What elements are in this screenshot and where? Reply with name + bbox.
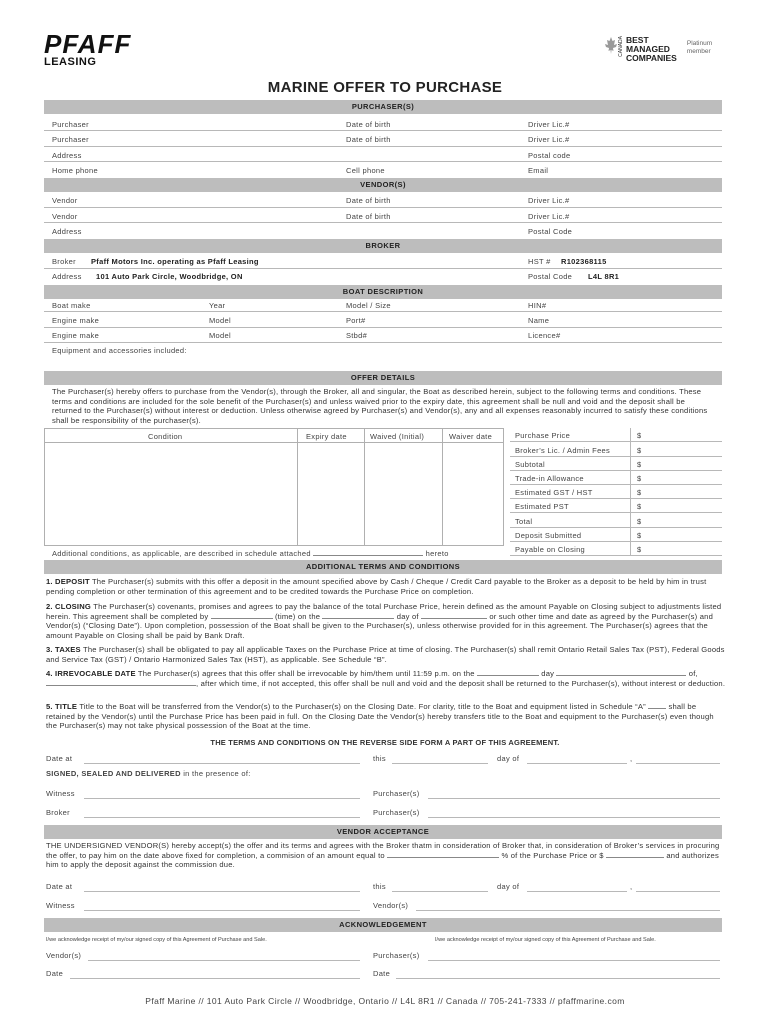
- vendor-day-of-label: day of: [497, 882, 520, 891]
- summary-label: Total: [515, 517, 533, 526]
- summary-row[interactable]: [510, 499, 722, 513]
- port-label: Port#: [346, 316, 366, 325]
- acknowledgement-header: ACKNOWLEDGEMENT: [44, 918, 722, 932]
- irrevocable-day-field[interactable]: [477, 675, 539, 676]
- term-deposit-body: The Purchaser(s) submits with this offer a deposit in the amount specified above by Cash / Cheque / Credit Card payable to the Broker as a deposit to be held by him in trust pending completion or other termination of this agreement and to be credited towards the Purchase Price on completion.: [46, 577, 707, 596]
- reverse-side-notice: THE TERMS AND CONDITIONS ON THE REVERSE SIDE FORM A PART OF THIS AGREEMENT.: [210, 738, 560, 747]
- bmc-platinum: Platinum: [686, 40, 713, 47]
- hin-label: HIN#: [528, 301, 547, 310]
- purchasers-sign-2-field[interactable]: [428, 817, 720, 818]
- bmc-wordmark: [626, 36, 677, 63]
- acknowledgement-left-text: I/we acknowledge receipt of my/our signed copy of this Agreement of Purchase and Sale.: [46, 937, 267, 943]
- term-closing-d: or such other time and date as agreed by the Purchaser(s) and Vendor(s) (“Closing Date”). Upon completion, possession of the Boat shall be given to the Purchaser(s), unless otherwise provided for in this agreement. The Purchaser(s) agrees that the amount Payable on Closing shall be paid by Bank Draft.: [46, 611, 713, 640]
- purchasers-sign-field[interactable]: [428, 798, 720, 799]
- commission-percent-field[interactable]: [387, 857, 499, 858]
- offer-section-header: OFFER DETAILS: [44, 371, 722, 385]
- condition-column[interactable]: [44, 428, 298, 546]
- vendors-section-header: VENDOR(S): [44, 178, 722, 192]
- email-label: Email: [528, 166, 549, 175]
- purchaser-1-field[interactable]: [44, 130, 722, 131]
- additional-conditions-b: hereto: [425, 549, 449, 558]
- term-irrevocable: [46, 669, 726, 688]
- summary-label: Estimated PST: [515, 502, 569, 511]
- vendor-acceptance-a: THE UNDERSIGNED VENDOR(S) hereby accept(s) the offer and its terms and agrees with the Broker thatm in consideration of Broker that, in consideration of Broker’s services in procuring the offer, to pay him on the date above fixed for completion, a commision of an amount equal to: [46, 841, 720, 860]
- boat-row-3[interactable]: [44, 342, 722, 343]
- vendor-2-dob-label: Date of birth: [346, 212, 391, 221]
- ack-date-right-field[interactable]: [396, 978, 720, 979]
- schedule-field[interactable]: [313, 555, 423, 556]
- vendor-acceptance-pct: % of: [501, 850, 518, 860]
- date-at-label: Date at: [46, 754, 73, 763]
- page-header: [0, 0, 770, 80]
- licence-label: Licence#: [528, 331, 561, 340]
- irrevocable-month-field[interactable]: [556, 675, 686, 676]
- bmc-line-3: COMPANIES: [626, 53, 677, 63]
- boat-section-header: BOAT DESCRIPTION: [44, 285, 722, 299]
- boat-make-label: Boat make: [52, 301, 91, 310]
- summary-sign: $: [637, 474, 642, 483]
- this-day-field[interactable]: [392, 763, 488, 764]
- purchaser-2-field[interactable]: [44, 146, 722, 147]
- term-title-a: Title to the Boat will be transferred from the Vendor(s) to the Purchaser(s) on the Closing Date. For clarity, title to the Boat and equipment listed in Schedule “A”: [79, 702, 646, 711]
- cell-phone-label: Cell phone: [346, 166, 385, 175]
- purchaser-1-dob-label: Date of birth: [346, 120, 391, 129]
- purchaser-1-driver-label: Driver Lic.#: [528, 120, 570, 129]
- page-footer: Pfaff Marine // 101 Auto Park Circle // Woodbridge, Ontario // L4L 8R1 // Canada // 705-241-7333 // pfaffmarine.com: [145, 996, 625, 1006]
- vendor-1-dob-label: Date of birth: [346, 196, 391, 205]
- vendor-comma-label: ,: [630, 882, 633, 891]
- vendor-postal-label: Postal Code: [528, 227, 573, 236]
- year-label: Year: [209, 301, 226, 310]
- model-1-label: Model: [209, 316, 231, 325]
- engine-make-2-label: Engine make: [52, 331, 100, 340]
- maple-leaf-icon: [604, 36, 618, 60]
- terms-section-header: ADDITIONAL TERMS AND CONDITIONS: [44, 560, 722, 574]
- expiry-header: Expiry date: [306, 432, 347, 441]
- vendor-acceptance-header: VENDOR ACCEPTANCE: [44, 825, 722, 839]
- broker-postal-code: L4L 8R1: [588, 272, 620, 281]
- summary-row[interactable]: [510, 514, 722, 528]
- page-title: MARINE OFFER TO PURCHASE: [267, 79, 503, 96]
- ack-vendors-field[interactable]: [88, 960, 360, 961]
- witness-field[interactable]: [84, 798, 360, 799]
- boat-row-2[interactable]: [44, 327, 722, 328]
- engine-make-1-label: Engine make: [52, 316, 100, 325]
- term-taxes: [46, 645, 726, 664]
- summary-sign: $: [637, 460, 642, 469]
- summary-label: Purchase Price: [515, 431, 571, 440]
- term-title-title: 5. TITLE: [46, 702, 78, 711]
- term-irrevocable-c: of,: [688, 669, 698, 678]
- logo-wordmark: PFAFF: [44, 29, 132, 59]
- summary-sign: $: [637, 431, 642, 440]
- closing-time-field[interactable]: [211, 618, 273, 619]
- summary-divider: [630, 428, 631, 556]
- summary-sign: $: [637, 502, 642, 511]
- purchaser-2-dob-label: Date of birth: [346, 135, 391, 144]
- vendor-acceptance-c: and authorizes him to apply the deposit against the commission due.: [46, 850, 719, 870]
- model-size-label: Model / Size: [346, 301, 391, 310]
- purchasers-section-header: PURCHASER(S): [44, 100, 722, 114]
- schedule-a-field[interactable]: [648, 708, 666, 709]
- summary-label: Subtotal: [515, 460, 545, 469]
- purchasers-sign-label: Purchaser(s): [373, 789, 420, 798]
- term-closing-title: 2. CLOSING: [46, 602, 92, 611]
- vendor-this-field[interactable]: [392, 891, 488, 892]
- vendor-day-of-field[interactable]: [527, 891, 627, 892]
- purchaser-2-label: Purchaser: [52, 135, 89, 144]
- broker-address-label: Address: [52, 272, 82, 281]
- bmc-member: member: [686, 48, 711, 55]
- broker-field: [44, 268, 722, 269]
- summary-sign: $: [637, 545, 642, 554]
- closing-month-field[interactable]: [421, 618, 487, 619]
- signed-sealed-line: [46, 769, 251, 778]
- witness-label: Witness: [46, 789, 75, 798]
- summary-row[interactable]: [510, 443, 722, 457]
- vendor-2-label: Vendor: [52, 212, 78, 221]
- boat-row-1[interactable]: [44, 311, 722, 312]
- summary-sign: $: [637, 488, 642, 497]
- additional-conditions-text: [52, 549, 449, 558]
- vendor-acceptance-text: [46, 841, 724, 870]
- summary-sign: $: [637, 517, 642, 526]
- waiver-date-header: Waiver date: [449, 432, 493, 441]
- offer-intro-text: The Purchaser(s) hereby offers to purchase from the Vendor(s), through the Broker, all and singular, the Boat as described herein, subject to the following terms and conditions. These terms and conditions are included for the sole benefit of the Purchaser(s) and unless waived prior to the expiry date, this agreement shall be null and void and the deposit shall be returned to the Purchaser(s) without interest or deduction. Unless otherwise agreed by Purchaser(s) and Vendor(s), any and all expenses reasonably incurred to satisfy these conditions shall be responsibility of the purchaser(s).: [52, 387, 708, 425]
- term-closing-a: The Purchaser(s) covenants, promises and agrees to pay the balance of the total Purchase Price, herein defined as the amount Payable on Closing subject to adjustments listed herein. This agreement shall be completed by: [46, 602, 722, 621]
- day-of-label: day of: [497, 754, 520, 763]
- presence-label: in the presence of:: [183, 769, 251, 778]
- vendor-1-field[interactable]: [44, 207, 722, 208]
- broker-sign-field[interactable]: [84, 817, 360, 818]
- broker-section-header: BROKER: [44, 239, 722, 253]
- term-deposit: [46, 577, 726, 596]
- term-irrevocable-title: 4. IRREVOCABLE DATE: [46, 669, 136, 678]
- stbd-label: Stbd#: [346, 331, 368, 340]
- term-deposit-title: 1. DEPOSIT: [46, 577, 90, 586]
- summary-label: Deposit Submitted: [515, 531, 582, 540]
- logo-subtitle: LEASING: [44, 56, 97, 68]
- summary-row[interactable]: [510, 428, 722, 442]
- broker-sign-label: Broker: [46, 808, 70, 817]
- purchaser-postal-label: Postal code: [528, 151, 571, 160]
- vendor-year-field[interactable]: [636, 891, 720, 892]
- vendor-2-field[interactable]: [44, 222, 722, 223]
- bmc-line-1: BEST: [626, 35, 649, 45]
- vendor-1-driver-label: Driver Lic.#: [528, 196, 570, 205]
- vendor-this-label: this: [373, 882, 386, 891]
- term-closing: [46, 602, 726, 640]
- closing-day-field[interactable]: [322, 618, 394, 619]
- bmc-canada-label: CANADA: [618, 36, 624, 57]
- broker-address: 101 Auto Park Circle, Woodbridge, ON: [96, 272, 243, 281]
- summary-row[interactable]: [510, 457, 722, 471]
- purchaser-address-field[interactable]: [44, 161, 722, 162]
- term-taxes-body: The Purchaser(s) shall be obligated to pay all applicable Taxes on the Purchase Price at time of closing. The Purchaser(s) shall remit Ontario Retail Sales Tax (PST), Federal Goods and Service Tax (GST) / Ontario Harmonized Sales Tax (HST), as applicable. See Schedule “B”.: [46, 645, 725, 664]
- summary-label: Payable on Closing: [515, 545, 586, 554]
- ack-vendors-label: Vendor(s): [46, 951, 82, 960]
- bmc-platinum-member: [687, 40, 712, 56]
- vendor-2-driver-label: Driver Lic.#: [528, 212, 570, 221]
- date-at-field[interactable]: [84, 763, 360, 764]
- irrevocable-year-field[interactable]: [46, 685, 196, 686]
- condition-header: Condition: [148, 432, 183, 441]
- broker-label: Broker: [52, 257, 76, 266]
- summary-sign: $: [637, 531, 642, 540]
- hst-number: R102368115: [561, 257, 607, 266]
- vendor-acceptance-b: the Purchase Price or $: [519, 850, 604, 860]
- summary-row[interactable]: [510, 485, 722, 499]
- summary-row[interactable]: [510, 528, 722, 542]
- vendors-sign-label: Vendor(s): [373, 901, 409, 910]
- vendor-address-label: Address: [52, 227, 82, 236]
- summary-label: Trade-in Allowance: [515, 474, 584, 483]
- term-closing-c: day of: [396, 611, 419, 621]
- ack-purchasers-field[interactable]: [428, 960, 720, 961]
- ack-date-right-label: Date: [373, 969, 391, 978]
- this-label: this: [373, 754, 386, 763]
- term-irrevocable-a: The Purchaser(s) agrees that this offer shall be irrevocable by him/them until 11:59 p.m. on the: [137, 669, 475, 678]
- term-title: [46, 702, 726, 731]
- broker-postal-label: Postal Code: [528, 272, 573, 281]
- vendors-sign-field[interactable]: [416, 910, 720, 911]
- additional-conditions-a: Additional conditions, as applicable, are described in schedule attached: [52, 549, 311, 558]
- term-title-b: shall be retained by the Vendor(s) until the Purchase Price has been paid in full. On the Closing Date the Vendor(s) hereby transfers title to the Boat and equipment to the Purchaser(s) even though the Purchaser(s) may not take physical possession of the Boat at the time.: [46, 702, 714, 731]
- summary-row[interactable]: [510, 471, 722, 485]
- vendor-1-label: Vendor: [52, 196, 78, 205]
- name-label: Name: [528, 316, 550, 325]
- vendor-witness-field[interactable]: [84, 910, 360, 911]
- commission-amount-field[interactable]: [606, 857, 664, 858]
- term-taxes-title: 3. TAXES: [46, 645, 81, 654]
- comma-label: ,: [630, 754, 633, 763]
- year-field[interactable]: [636, 763, 720, 764]
- vendor-date-at-label: Date at: [46, 882, 73, 891]
- purchasers-sign-2-label: Purchaser(s): [373, 808, 420, 817]
- ack-purchasers-label: Purchaser(s): [373, 951, 420, 960]
- bmc-line-2: MANAGED: [626, 44, 670, 54]
- conditions-header-rule: [44, 442, 504, 443]
- purchaser-2-driver-label: Driver Lic.#: [528, 135, 570, 144]
- waiver-date-column[interactable]: [442, 428, 504, 546]
- broker-name: Pfaff Motors Inc. operating as Pfaff Leasing: [91, 257, 259, 266]
- pfaff-leasing-logo: [44, 29, 132, 68]
- summary-label: Broker’s Lic. / Admin Fees: [515, 446, 611, 455]
- equipment-label: Equipment and accessories included:: [52, 346, 187, 355]
- expiry-column[interactable]: [297, 428, 365, 546]
- acknowledgement-right-text: I/we acknowledge receipt of my/our signed copy of this Agreement of Purchase and Sale.: [435, 937, 656, 943]
- term-closing-b: (time) on the: [274, 611, 321, 621]
- signed-sealed-label: SIGNED, SEALED AND DELIVERED: [46, 769, 181, 778]
- day-of-field[interactable]: [527, 763, 627, 764]
- model-2-label: Model: [209, 331, 231, 340]
- best-managed-companies-badge: [604, 36, 712, 63]
- ack-date-left-field[interactable]: [70, 978, 360, 979]
- waived-header: Waived (Initial): [370, 432, 425, 441]
- term-irrevocable-b: day: [541, 669, 555, 678]
- vendor-witness-label: Witness: [46, 901, 75, 910]
- summary-row[interactable]: [510, 542, 722, 556]
- hst-label: HST #: [528, 257, 551, 266]
- summary-sign: $: [637, 446, 642, 455]
- purchaser-1-label: Purchaser: [52, 120, 89, 129]
- summary-label: Estimated GST / HST: [515, 488, 593, 497]
- ack-date-left-label: Date: [46, 969, 64, 978]
- purchaser-address-label: Address: [52, 151, 82, 160]
- home-phone-label: Home phone: [52, 166, 98, 175]
- term-irrevocable-d: , after which time, if not accepted, this offer shall be null and void and the deposit shall be returned to the Purchaser(s), without interest or deduction.: [196, 678, 726, 688]
- vendor-date-at-field[interactable]: [84, 891, 360, 892]
- waived-column[interactable]: [364, 428, 443, 546]
